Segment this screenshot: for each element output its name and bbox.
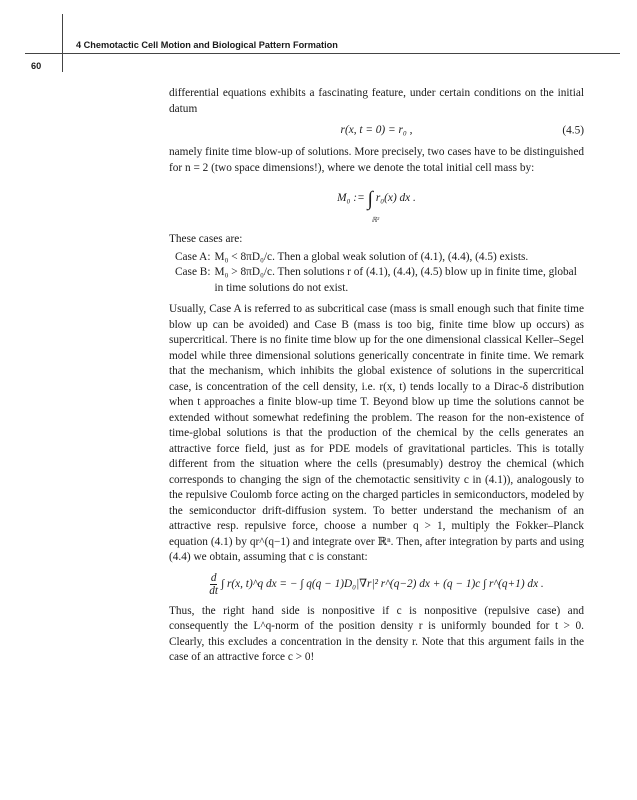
paragraph-2: namely finite time blow-up of solutions. More precisely, two cases have to be distinguished for n = 2 (two space dimensions!), where we denote the total initial cell mass by: [169,146,584,174]
page-number: 60 [31,61,42,71]
equation-total-mass-lhs: M₀ := [337,192,365,205]
case-a [175,250,584,266]
time-derivative-fraction [209,572,218,597]
equation-4-5-text: r(x, t = 0) = r₀ , [340,124,413,137]
case-b-text: M₀ > 8πD₀/c. Then solutions r of (4.1), (4.4), (4.5) blow up in finite time, global in time solutions do not exist. [214,266,577,294]
margin-vertical-rule [62,14,63,72]
fraction-denominator: dt [209,585,219,597]
equation-total-mass [169,176,584,222]
case-a-text: M₀ < 8πD₀/c. Then a global weak solution of (4.1), (4.4), (4.5) exists. [214,250,529,263]
integral-domain: ℝ² [371,216,380,224]
integral-over-r2 [367,188,380,224]
case-a-label: Case A: [175,250,211,263]
paragraph-3: Usually, Case A is referred to as subcritical case (mass is small enough such that finite time blow up can be avoided) and Case B (mass is too big, finite time blow up occurs) as supercritical. There is no finite time blow up for the one dimensional classical Keller–Segel model while three dimensional solutions generically concentrate in finite time. We remark that the mechanism, which inhibits the global existence of solutions in the supercritical case, is concentration of the cell density, i.e. r(x, t) tends locally to a Dirac-δ distribution when t approaches a finite blow-up time T. Beyond blow up time the solutions cannot be extended without somewhat redefining the problem. The reason for the non-existence of time-global solutions is that the production of the chemical by the cells generates an attractive force field, just as for PDE models of gravitational particles. This is totally different from the situation where the cells (presumably) destroy the chemical (which corresponds to changing the sign of the chemotactic sensitivity c in (4.1)), analogously to the repulsive Coulomb force acting on the charged particles in semiconductors, modeled by the semiconductor drift-diffusion system. To better understand the mechanism of an attractive resp. repulsive force, choose a number q > 1, multiply the Fokker–Planck equation (4.1) by qr^(q−1) and integrate over ℝⁿ. Then, after integration by parts and using (4.4) we obtain, assuming that c is constant: [169,303,584,563]
case-b-label: Case B: [175,266,211,278]
equation-lq-derivative [169,566,584,604]
integral-sign: ∫ [367,188,374,210]
paragraph-1: differential equations exhibits a fascinating feature, under certain conditions on the initial datum [169,87,584,115]
equation-total-mass-rhs: r₀(x) dx . [375,192,416,205]
case-b [175,265,584,296]
cases-title: These cases are: [169,233,243,245]
header-rule [25,53,620,54]
paragraph-4: Thus, the right hand side is nonpositive if c is nonpositive (repulsive case) and consequently the L^q-norm of the position density r is uniformly bounded for t > 0. Clearly, this excludes a concentration in the density r. Note that this argument fails in the case of an attractive force c > 0! [169,604,584,663]
equation-4-5-number: (4.5) [562,124,584,137]
equation-4-5 [169,117,584,145]
running-head: 4 Chemotactic Cell Motion and Biological Pattern Formation [76,40,338,50]
page-body [169,86,584,666]
equation-lq-derivative-text: ∫ r(x, t)^q dx = − ∫ q(q − 1)D₀|∇r|² r^(q−2) dx + (q − 1)c ∫ r^(q+1) dx . [221,577,544,590]
fraction-numerator: d [210,572,217,584]
